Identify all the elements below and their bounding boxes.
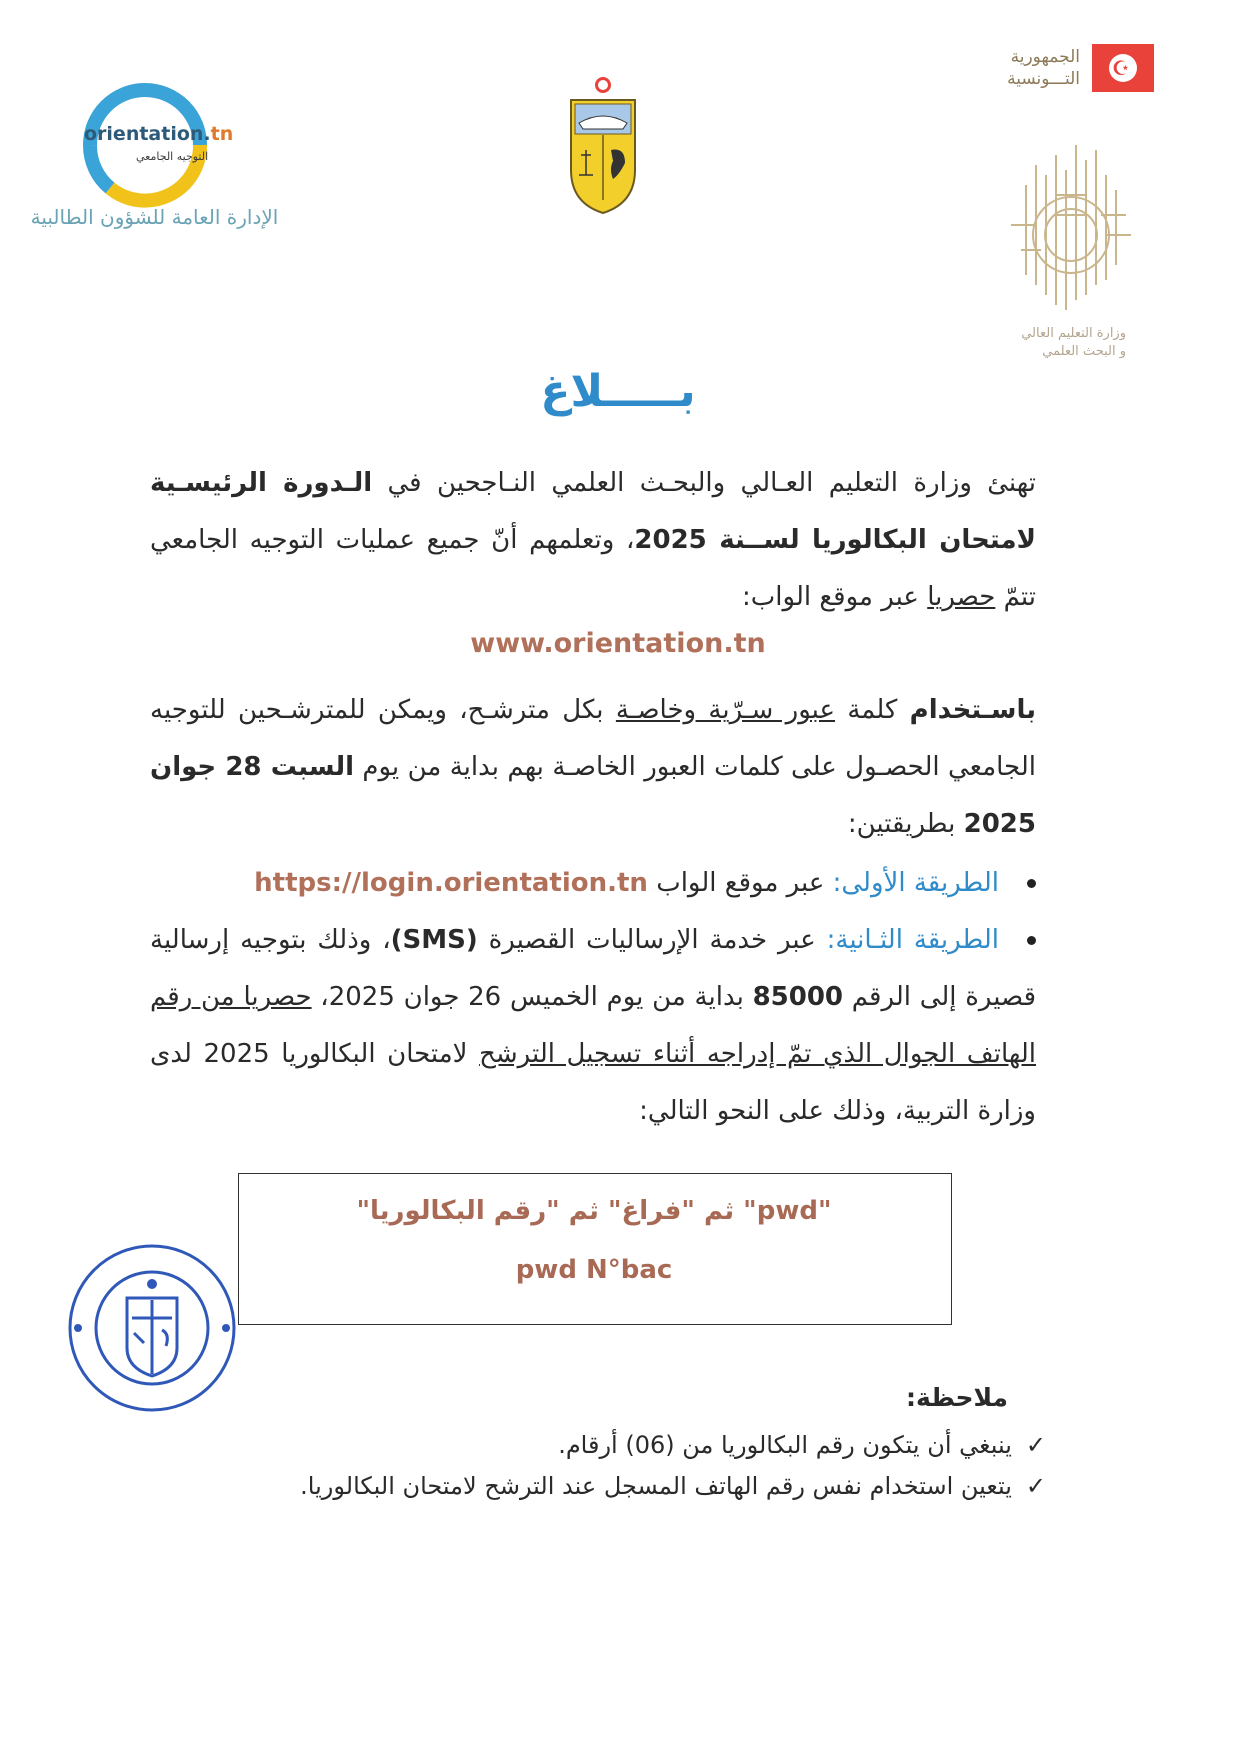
login-url-link[interactable]: https://login.orientation.tn — [254, 868, 648, 898]
check-icon: ✓ — [1025, 1431, 1046, 1459]
sms-number: 85000 — [752, 982, 844, 1012]
sms-label: (SMS) — [390, 925, 478, 955]
logo-subtitle: التوجيه الجامعي — [136, 150, 209, 163]
p2-date: السبت 28 جوان 2025 — [150, 752, 1036, 839]
method-two-text-a: عبر خدمة الإرساليات القصيرة — [477, 925, 827, 955]
logo-wordmark — [84, 123, 233, 145]
official-stamp-icon — [62, 1238, 242, 1418]
check-icon: ✓ — [1025, 1472, 1046, 1500]
ministry-line1: وزارة التعليم العالي — [1021, 326, 1126, 341]
method-two-underline: حصريا من رقم الهاتف الجوال الذي تمّ إدراجه أثناء تسجيل الترشح — [150, 982, 1036, 1069]
password-paragraph — [150, 682, 1036, 853]
ministry-label — [976, 325, 1126, 361]
p1-text-c: ، وتعلمهم أنّ جميع عمليات التوجيه الجامعي تتمّ — [150, 525, 1036, 612]
method-two-text-c: بداية من يوم الخميس 26 جوان 2025، — [311, 982, 753, 1012]
p1-text-e: عبر موقع الواب: — [742, 582, 928, 612]
ministry-emblem-icon — [1006, 125, 1136, 315]
note-item — [558, 1425, 1046, 1465]
tunisia-flag-icon: ☪ — [1092, 44, 1154, 92]
directorate-label: الإدارة العامة للشؤون الطالبية — [30, 205, 279, 229]
ministry-line2: و البحث العلمي — [1042, 344, 1126, 359]
p2-text-b: كلمة — [835, 695, 910, 725]
p1-text-a: تهنئ وزارة التعليم العـالي والبحـث العلمي النـاجحين في — [372, 468, 1036, 498]
method-two-label: الطريقة الثـانية: — [826, 925, 999, 955]
republic-line2: التـــونسية — [1007, 69, 1080, 89]
bullet-dot-icon — [1027, 936, 1036, 945]
sms-format-code: pwd N°bac — [515, 1255, 673, 1285]
method-two-text-b: ، وذلك بتوجيه إرسالية قصيرة إلى الرقم — [150, 925, 1037, 1012]
p2-bold-a: باسـتخدام — [909, 695, 1036, 725]
p2-underline: عبور سـرّية وخاصـة — [615, 695, 836, 725]
page-title: بـــــلاغ — [540, 366, 696, 417]
method-one-label: الطريقة الأولى: — [832, 868, 999, 898]
method-two-text-d: لامتحان البكالوريا 2025 لدى وزارة التربية، وذلك على النحو التالي: — [150, 1039, 1036, 1126]
republic-label — [1007, 46, 1080, 90]
bullet-dot-icon — [1027, 879, 1036, 888]
logo-tn: tn — [210, 123, 234, 145]
p2-text-d: بكل مترشـح، ويمكن للمترشـحين للتوجيه الجامعي الحصـول على كلمات العبور الخاصـة بهم بداية من يوم — [150, 695, 1036, 782]
orientation-logo-icon — [70, 70, 220, 220]
coat-of-arms-icon — [563, 75, 643, 215]
intro-paragraph — [150, 455, 1036, 626]
p1-underline: حصريا — [927, 582, 996, 612]
sms-format-arabic: "pwd" ثم "فراغ" ثم "رقم البكالوريا" — [356, 1196, 832, 1226]
notes-title: ملاحظة: — [906, 1383, 1008, 1412]
logo-word: orientation. — [84, 123, 211, 145]
site-url-link[interactable]: www.orientation.tn — [470, 628, 766, 659]
republic-line1: الجمهورية — [1010, 47, 1080, 67]
method-one — [150, 855, 1036, 912]
note-text: ينبغي أن يتكون رقم البكالوريا من (06) أرقام. — [558, 1431, 1012, 1459]
method-two — [150, 912, 1036, 1140]
method-one-text: عبر موقع الواب — [647, 868, 833, 898]
p1-bold: الـدورة الرئيسـية لامتحان البكالوريا لســنة 2025 — [150, 468, 1036, 555]
note-item — [300, 1466, 1046, 1506]
p2-text-f: بطريقتين: — [847, 809, 964, 839]
note-text: يتعين استخدام نفس رقم الهاتف المسجل عند الترشح لامتحان البكالوريا. — [300, 1472, 1012, 1500]
